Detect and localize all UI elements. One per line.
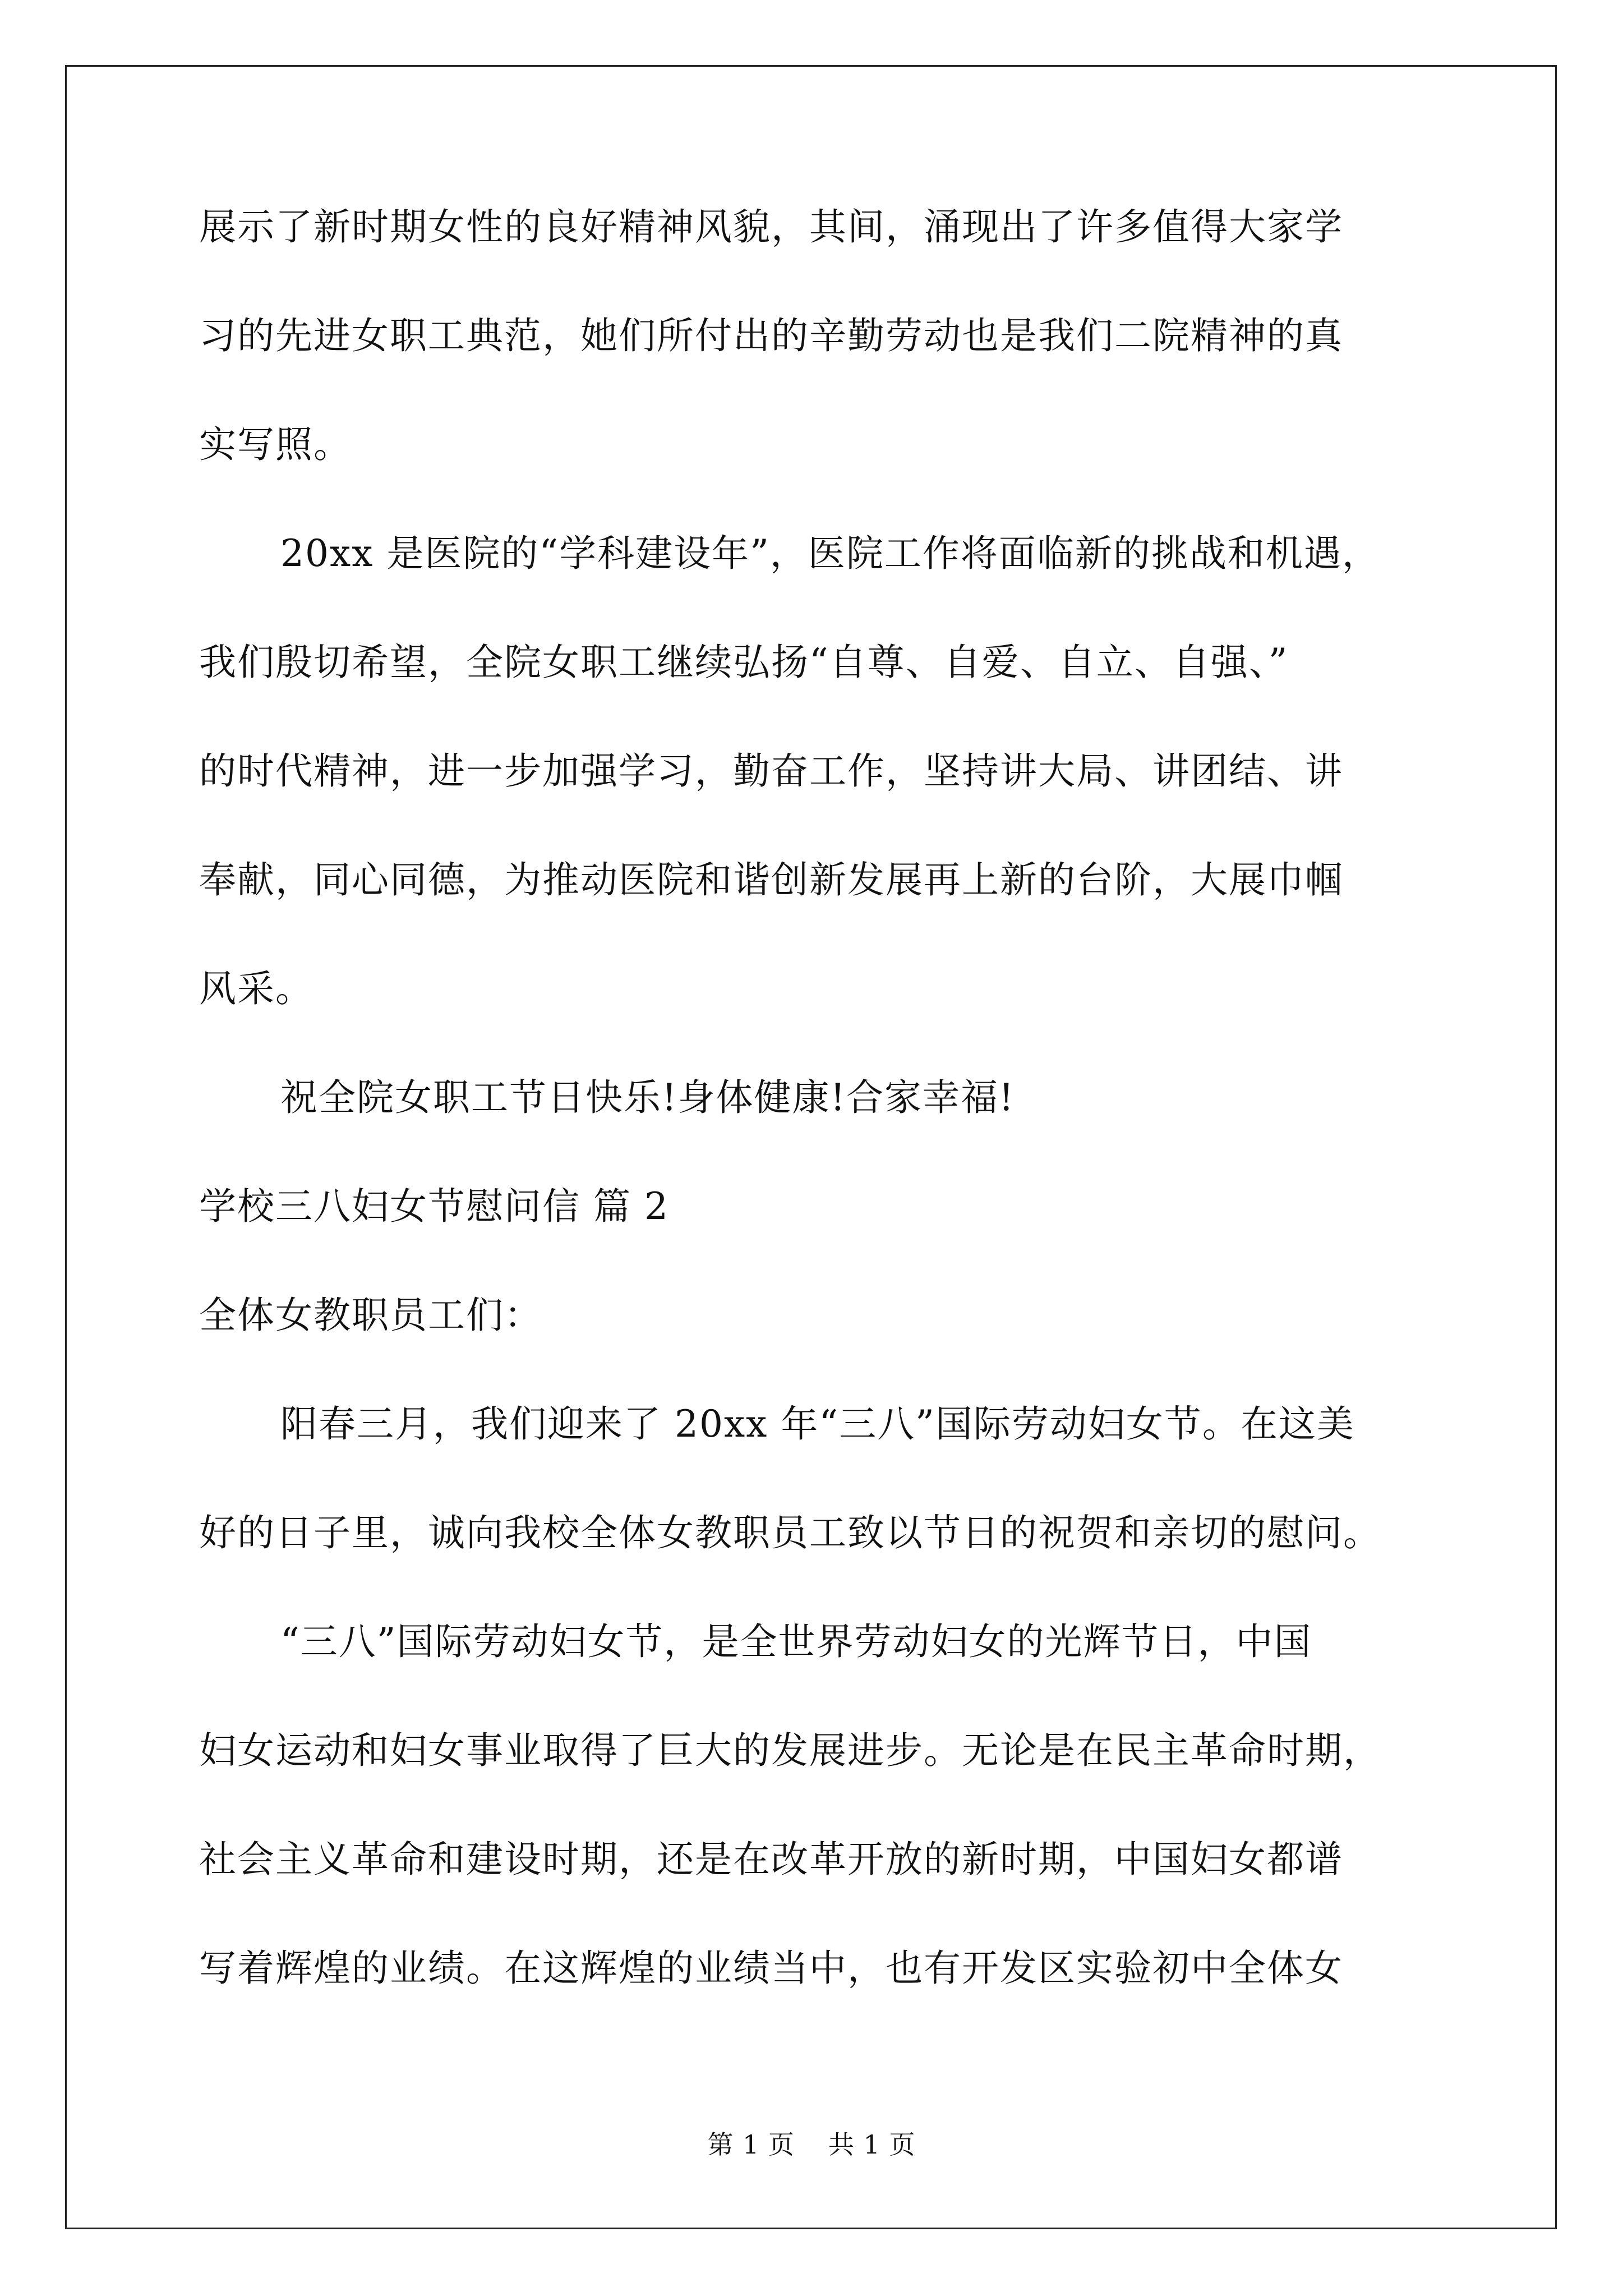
section-heading: 学校三八妇女节慰问信 篇 2 (199, 1185, 669, 1228)
text-line: 妇女运动和妇女事业取得了巨大的发展进步。无论是在民主革命时期， (199, 1729, 1381, 1772)
text-line: 习的先进女职工典范，她们所付出的辛勤劳动也是我们二院精神的真 (199, 314, 1343, 357)
text-line: 实写照。 (199, 423, 352, 466)
text-line: 的时代精神，进一步加强学习，勤奋工作，坚持讲大局、讲团结、讲 (199, 749, 1343, 793)
page-total: 共 1 页 (828, 2129, 916, 2160)
document-body (199, 205, 1438, 1990)
paragraph-start-line: “三八”国际劳动妇女节，是全世界劳动妇女的光辉节日，中国 (280, 1620, 1312, 1663)
text-line: 社会主义革命和建设时期，还是在改革开放的新时期，中国妇女都谱 (199, 1838, 1343, 1881)
text-line: 我们殷切希望，全院女职工继续弘扬“自尊、自爱、自立、自强、” (199, 641, 1289, 684)
text-line: 展示了新时期女性的良好精神风貌，其间，涌现出了许多值得大家学 (199, 205, 1343, 249)
paragraph-start-line: 阳春三月，我们迎来了 20xx 年“三八”国际劳动妇女节。在这美 (280, 1402, 1355, 1446)
paragraph-start-line: 祝全院女职工节日快乐!身体健康!合家幸福! (280, 1076, 1015, 1119)
paragraph-start-line: 20xx 是医院的“学科建设年”，医院工作将面临新的挑战和机遇， (280, 532, 1380, 575)
text-line: 好的日子里，诚向我校全体女教职员工致以节日的祝贺和亲切的慰问。 (199, 1511, 1381, 1554)
page-number: 第 1 页 (707, 2129, 795, 2160)
text-line: 风采。 (199, 967, 313, 1010)
text-line: 奉献，同心同德，为推动医院和谐创新发展再上新的台阶，大展巾帼 (199, 858, 1343, 901)
page-footer (0, 2129, 1623, 2160)
text-line: 写着辉煌的业绩。在这辉煌的业绩当中，也有开发区实验初中全体女 (199, 1947, 1343, 1990)
salutation: 全体女教职员工们： (199, 1294, 542, 1337)
